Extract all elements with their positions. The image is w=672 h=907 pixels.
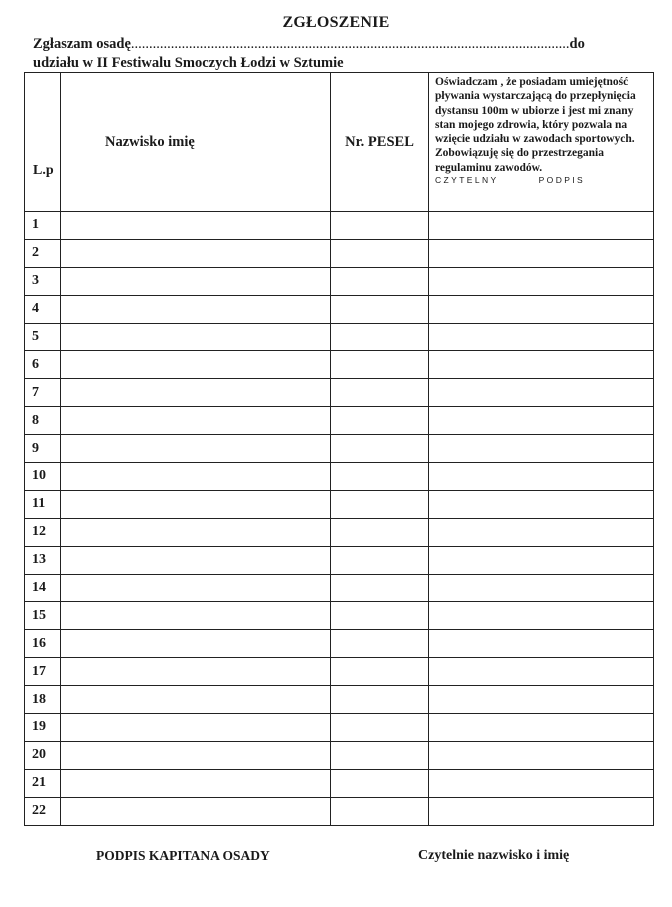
signature-cell[interactable] [429, 407, 654, 435]
name-cell[interactable] [61, 435, 331, 463]
name-cell[interactable] [61, 546, 331, 574]
table-row [25, 295, 654, 323]
table-row [25, 267, 654, 295]
name-cell[interactable] [61, 463, 331, 491]
row-number: 22 [25, 797, 61, 825]
pesel-cell[interactable] [331, 212, 429, 240]
signature-cell[interactable] [429, 379, 654, 407]
table-row [25, 686, 654, 714]
table-row [25, 546, 654, 574]
header-name [61, 73, 331, 212]
pesel-cell[interactable] [331, 686, 429, 714]
name-cell[interactable] [61, 323, 331, 351]
table-row [25, 630, 654, 658]
header-lp [25, 73, 61, 212]
pesel-cell[interactable] [331, 546, 429, 574]
pesel-cell[interactable] [331, 463, 429, 491]
pesel-cell[interactable] [331, 267, 429, 295]
name-cell[interactable] [61, 351, 331, 379]
row-number: 15 [25, 602, 61, 630]
signature-cell[interactable] [429, 295, 654, 323]
signature-cell[interactable] [429, 267, 654, 295]
table-row [25, 741, 654, 769]
crew-name-blank[interactable]: ......................................................................................................................... [130, 36, 570, 52]
form-title: ZGŁOSZENIE [282, 14, 390, 31]
row-number: 4 [25, 295, 61, 323]
row-number: 13 [25, 546, 61, 574]
name-cell[interactable] [61, 658, 331, 686]
pesel-cell[interactable] [331, 379, 429, 407]
name-cell[interactable] [61, 574, 331, 602]
pesel-cell[interactable] [331, 574, 429, 602]
table-row [25, 463, 654, 491]
pesel-cell[interactable] [331, 658, 429, 686]
crew-declaration-line [33, 36, 633, 53]
signature-label [429, 175, 653, 185]
row-number: 1 [25, 212, 61, 240]
table-row [25, 490, 654, 518]
pesel-cell[interactable] [331, 630, 429, 658]
name-cell[interactable] [61, 267, 331, 295]
header-declaration [429, 73, 654, 212]
pesel-cell[interactable] [331, 797, 429, 825]
table-row [25, 714, 654, 742]
table-header-row [25, 73, 654, 212]
signature-cell[interactable] [429, 658, 654, 686]
signature-cell[interactable] [429, 490, 654, 518]
signature-label-right: PODPIS [538, 175, 586, 186]
table-row [25, 435, 654, 463]
pesel-cell[interactable] [331, 323, 429, 351]
signature-cell[interactable] [429, 769, 654, 797]
signature-cell[interactable] [429, 435, 654, 463]
name-cell[interactable] [61, 686, 331, 714]
table-row [25, 769, 654, 797]
signature-cell[interactable] [429, 574, 654, 602]
row-number: 19 [25, 714, 61, 742]
table-body [25, 212, 654, 826]
signature-cell[interactable] [429, 741, 654, 769]
table-row [25, 518, 654, 546]
signature-cell[interactable] [429, 323, 654, 351]
name-cell[interactable] [61, 239, 331, 267]
participants-table [24, 72, 654, 826]
row-number: 5 [25, 323, 61, 351]
signature-cell[interactable] [429, 630, 654, 658]
crew-suffix: do [569, 36, 585, 52]
signature-cell[interactable] [429, 212, 654, 240]
name-cell[interactable] [61, 379, 331, 407]
row-number: 3 [25, 267, 61, 295]
header-pesel [331, 73, 429, 212]
name-cell[interactable] [61, 630, 331, 658]
header-pesel-label: Nr. PESEL [345, 133, 414, 150]
pesel-cell[interactable] [331, 602, 429, 630]
name-cell[interactable] [61, 407, 331, 435]
header-lp-label: L.p [33, 163, 54, 178]
table-row [25, 797, 654, 825]
pesel-cell[interactable] [331, 769, 429, 797]
signature-cell[interactable] [429, 714, 654, 742]
pesel-cell[interactable] [331, 518, 429, 546]
signature-cell[interactable] [429, 686, 654, 714]
name-cell[interactable] [61, 602, 331, 630]
pesel-cell[interactable] [331, 741, 429, 769]
table-row [25, 379, 654, 407]
row-number: 20 [25, 741, 61, 769]
table-row [25, 323, 654, 351]
captain-signature-label: PODPIS KAPITANA OSADY [96, 848, 270, 863]
pesel-cell[interactable] [331, 351, 429, 379]
name-cell[interactable] [61, 518, 331, 546]
signature-cell[interactable] [429, 518, 654, 546]
row-number: 6 [25, 351, 61, 379]
pesel-cell[interactable] [331, 714, 429, 742]
signature-cell[interactable] [429, 602, 654, 630]
row-number: 14 [25, 574, 61, 602]
legible-name-label: Czytelnie nazwisko i imię [418, 848, 570, 863]
table-row [25, 574, 654, 602]
declaration-text: Oświadczam , że posiadam umiejętność pływania wystarczającą do przepłynięcia dystansu 100m w ubiorze i jest mi znany stan mojego zdrowia, który pozwala na wzięcie udziału w zawodach sportowych. Zobowiązuję się do przestrzegania regulaminu zawodów. [435, 76, 636, 174]
row-number: 12 [25, 518, 61, 546]
pesel-cell[interactable] [331, 407, 429, 435]
signature-cell[interactable] [429, 351, 654, 379]
crew-prefix: Zgłaszam osadę [33, 36, 131, 52]
row-number: 17 [25, 658, 61, 686]
festival-line: udziału w II Festiwalu Smoczych Łodzi w Sztumie [33, 55, 344, 71]
signature-cell[interactable] [429, 797, 654, 825]
table-row [25, 239, 654, 267]
row-number: 21 [25, 769, 61, 797]
row-number: 16 [25, 630, 61, 658]
name-cell[interactable] [61, 741, 331, 769]
signature-cell[interactable] [429, 546, 654, 574]
name-cell[interactable] [61, 797, 331, 825]
row-number: 10 [25, 463, 61, 491]
header-name-label: Nazwisko imię [105, 133, 195, 150]
row-number: 11 [25, 490, 61, 518]
table-row [25, 658, 654, 686]
row-number: 7 [25, 379, 61, 407]
pesel-cell[interactable] [331, 295, 429, 323]
table-row [25, 212, 654, 240]
table-row [25, 351, 654, 379]
signature-cell[interactable] [429, 239, 654, 267]
name-cell[interactable] [61, 769, 331, 797]
table-row [25, 602, 654, 630]
name-cell[interactable] [61, 714, 331, 742]
row-number: 18 [25, 686, 61, 714]
name-cell[interactable] [61, 490, 331, 518]
row-number: 8 [25, 407, 61, 435]
signature-cell[interactable] [429, 463, 654, 491]
row-number: 9 [25, 435, 61, 463]
name-cell[interactable] [61, 295, 331, 323]
pesel-cell[interactable] [331, 490, 429, 518]
signature-label-left: CZYTELNY [435, 175, 499, 186]
row-number: 2 [25, 239, 61, 267]
pesel-cell[interactable] [331, 435, 429, 463]
pesel-cell[interactable] [331, 239, 429, 267]
name-cell[interactable] [61, 212, 331, 240]
table-row [25, 407, 654, 435]
